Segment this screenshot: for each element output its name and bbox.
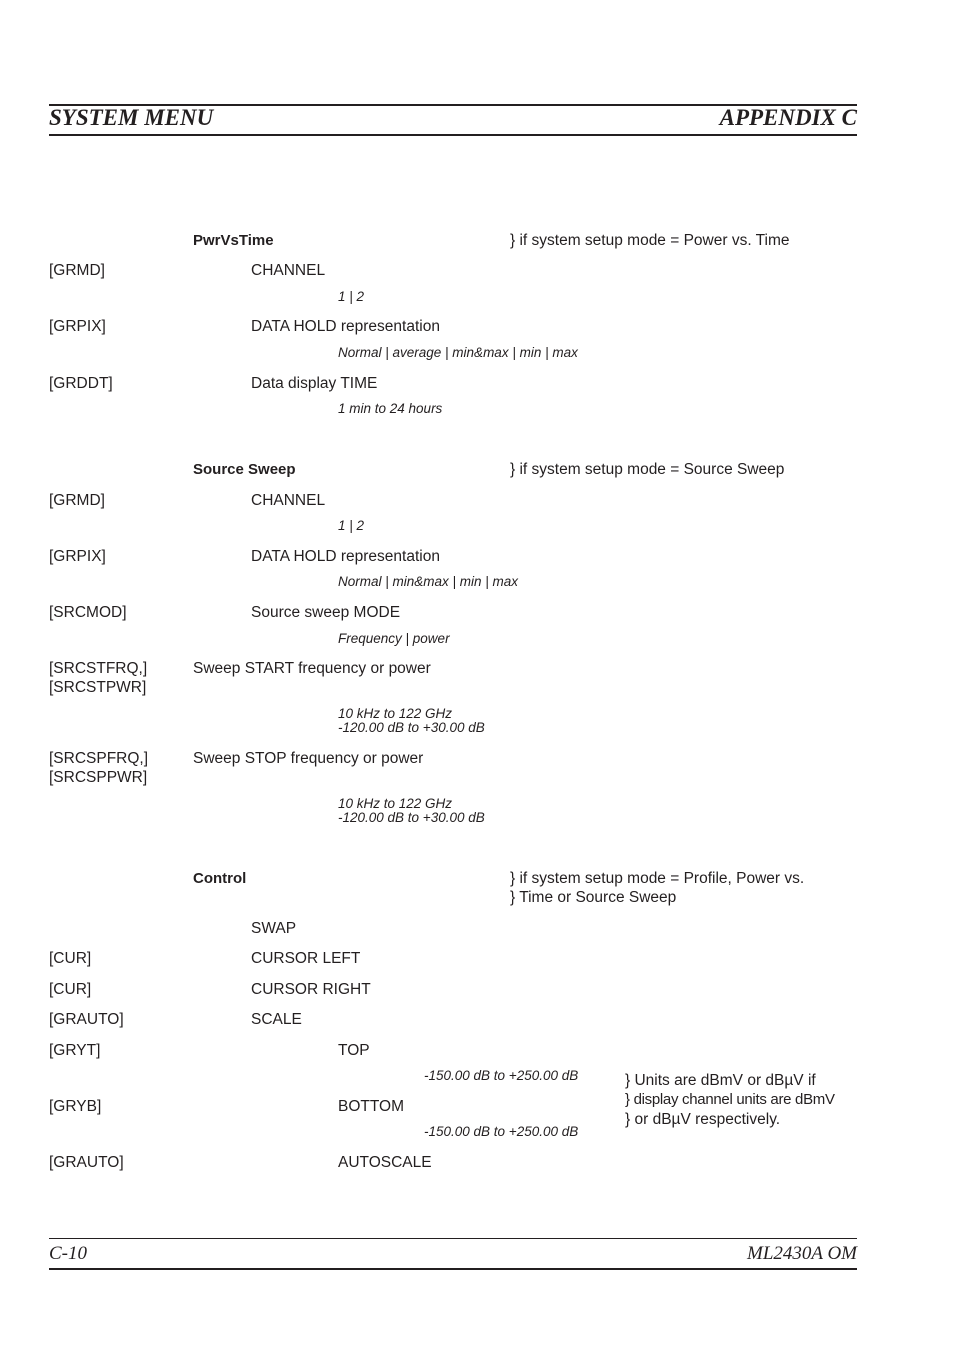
menu-item-label: Source sweep MODE — [251, 604, 401, 621]
menu-item-label: CHANNEL — [251, 262, 326, 279]
section-condition-note: } if system setup mode = Source Sweep — [510, 461, 785, 478]
command-code: [GRMD] — [49, 492, 105, 509]
command-code: [GRYT] — [49, 1042, 101, 1059]
section-condition-note: } if system setup mode = Profile, Power vs. — [510, 870, 805, 887]
command-code: [GRDDT] — [49, 375, 113, 392]
menu-item-label: SWAP — [251, 920, 297, 937]
command-code: [GRMD] — [49, 262, 105, 279]
header-section-title: SYSTEM MENU — [49, 105, 214, 130]
header-bottom-rule — [49, 134, 857, 136]
menu-item-label: DATA HOLD representation — [251, 318, 440, 335]
menu-item-values: -120.00 dB to +30.00 dB — [338, 720, 485, 735]
units-note: } display channel units are dBmV — [625, 1091, 835, 1108]
section-title: Control — [193, 870, 247, 887]
page-number: C-10 — [49, 1243, 87, 1264]
menu-item-values: -150.00 dB to +250.00 dB — [424, 1124, 579, 1139]
menu-item-label: BOTTOM — [338, 1098, 405, 1115]
menu-item-values: 1 | 2 — [338, 518, 365, 533]
menu-item-values: -150.00 dB to +250.00 dB — [424, 1068, 579, 1083]
command-code: [GRPIX] — [49, 318, 106, 335]
command-code: [SRCSPPWR] — [49, 769, 148, 786]
menu-item-label: CURSOR LEFT — [251, 950, 361, 967]
menu-item-values: Normal | average | min&max | min | max — [338, 345, 578, 360]
section-condition-note: } if system setup mode = Power vs. Time — [510, 232, 790, 249]
menu-item-values: 10 kHz to 122 GHz — [338, 796, 453, 811]
section-title: PwrVsTime — [193, 232, 274, 249]
menu-item-values: -120.00 dB to +30.00 dB — [338, 810, 485, 825]
section-condition-note: } Time or Source Sweep — [510, 889, 677, 906]
command-code: [CUR] — [49, 950, 92, 967]
menu-item-label: CURSOR RIGHT — [251, 981, 371, 998]
footer-bottom-rule — [49, 1268, 857, 1270]
menu-item-label: Sweep STOP frequency or power — [193, 750, 424, 767]
units-note: } or dBµV respectively. — [625, 1111, 781, 1128]
menu-item-label: Data display TIME — [251, 375, 378, 392]
footer-top-rule — [49, 1238, 857, 1239]
units-note: } Units are dBmV or dBµV if — [625, 1072, 816, 1089]
menu-item-values: 1 min to 24 hours — [338, 401, 443, 416]
command-code: [SRCSTPWR] — [49, 679, 147, 696]
command-code: [CUR] — [49, 981, 92, 998]
menu-item-label: AUTOSCALE — [338, 1154, 432, 1171]
menu-item-values: Normal | min&max | min | max — [338, 574, 519, 589]
command-code: [SRCSTFRQ,] — [49, 660, 148, 677]
header-appendix-title: APPENDIX C — [719, 105, 857, 130]
section-title: Source Sweep — [193, 461, 296, 478]
menu-item-label: SCALE — [251, 1011, 302, 1028]
command-code: [GRAUTO] — [49, 1154, 124, 1171]
menu-item-values: Frequency | power — [338, 631, 450, 646]
menu-item-label: Sweep START frequency or power — [193, 660, 431, 677]
menu-item-label: CHANNEL — [251, 492, 326, 509]
command-code: [SRCSPFRQ,] — [49, 750, 149, 767]
menu-item-values: 10 kHz to 122 GHz — [338, 706, 453, 721]
command-code: [GRPIX] — [49, 548, 106, 565]
menu-item-label: TOP — [338, 1042, 370, 1059]
menu-item-values: 1 | 2 — [338, 289, 365, 304]
document-title: ML2430A OM — [747, 1243, 857, 1264]
command-code: [GRAUTO] — [49, 1011, 124, 1028]
command-code: [SRCMOD] — [49, 604, 127, 621]
menu-item-label: DATA HOLD representation — [251, 548, 440, 565]
command-code: [GRYB] — [49, 1098, 102, 1115]
